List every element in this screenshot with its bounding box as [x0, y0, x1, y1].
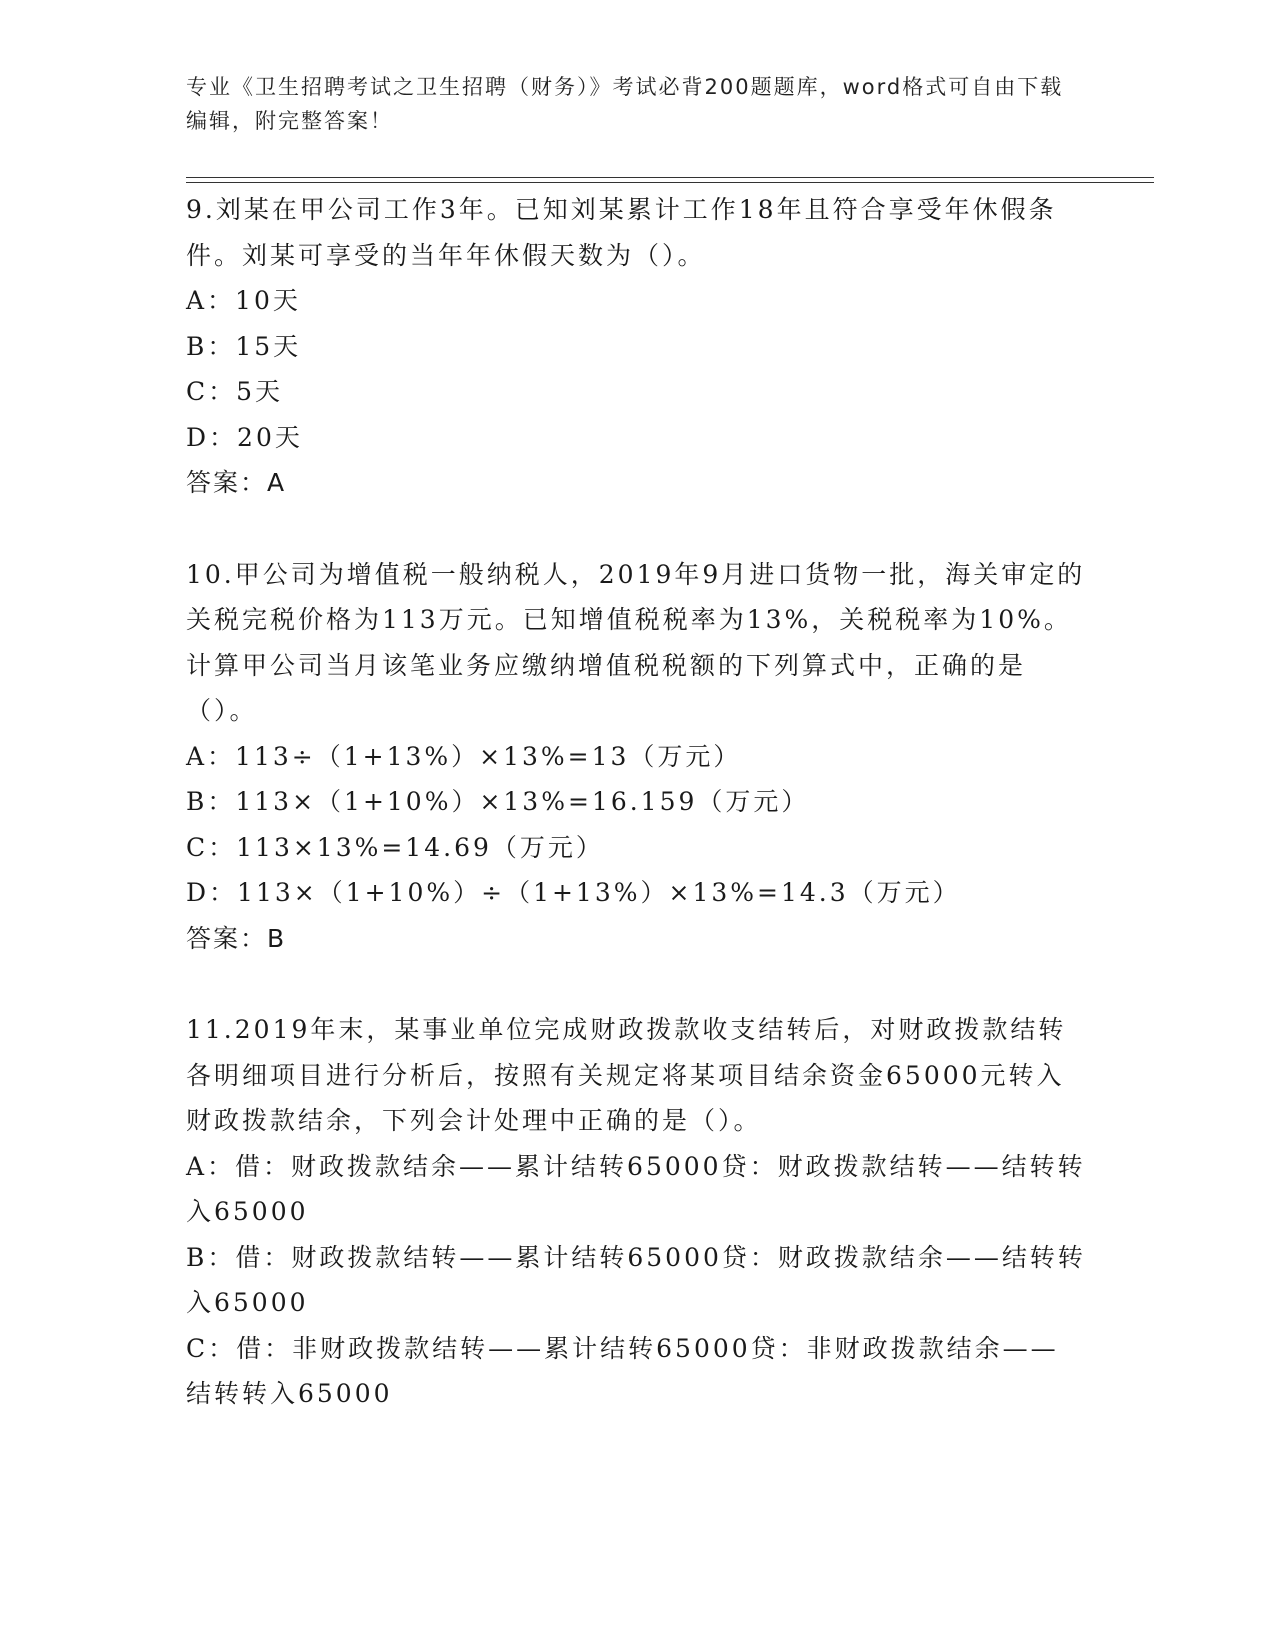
header-rule-top: [186, 177, 1154, 178]
question-9: [186, 187, 1086, 506]
option-b: B：113×（1+10%）×13%=16.159（万元）: [186, 787, 810, 816]
question-list: [186, 187, 1086, 1417]
option-a: A：10天: [186, 286, 301, 315]
option-b: B：借：财政拨款结转——累计结转65000贷：财政拨款结余——结转转入65000: [186, 1242, 1086, 1317]
option-c: C：5天: [186, 377, 284, 406]
question-11: [186, 1007, 1086, 1417]
option-a: A：113÷（1+13%）×13%=13（万元）: [186, 741, 742, 771]
answer-line: 答案：A: [186, 468, 287, 497]
header-rule-bottom: [186, 182, 1154, 183]
option-b: B：15天: [186, 331, 302, 361]
question-separator: [186, 506, 1086, 552]
option-c: C：113×13%=14.69（万元）: [186, 832, 604, 862]
question-stem: 10.甲公司为增值税一般纳税人，2019年9月进口货物一批，海关审定的关税完税价格为113万元。已知增值税税率为13%，关税税率为10%。计算甲公司当月该笔业务应缴纳增值税税额的下列算式中，正确的是（）。: [186, 559, 1086, 725]
question-10: [186, 552, 1086, 962]
question-stem: 11.2019年末，某事业单位完成财政拨款收支结转后，对财政拨款结转各明细项目进行分析后，按照有关规定将某项目结余资金65000元转入财政拨款结余，下列会计处理中正确的是（）。: [186, 1015, 1067, 1135]
option-d: D：20天: [186, 422, 303, 452]
document-header: 专业《卫生招聘考试之卫生招聘（财务）》考试必背200题题库，word格式可自由下载编辑，附完整答案！: [186, 75, 1064, 133]
question-stem: 9.刘某在甲公司工作3年。已知刘某累计工作18年且符合享受年休假条件。刘某可享受的当年年休假天数为（）。: [186, 195, 1057, 270]
answer-line: 答案：B: [186, 923, 287, 953]
option-a: A：借：财政拨款结余——累计结转65000贷：财政拨款结转——结转转入65000: [186, 1151, 1086, 1226]
option-c: C：借：非财政拨款结转——累计结转65000贷：非财政拨款结余——结转转入65000: [186, 1333, 1059, 1408]
option-d: D：113×（1+10%）÷（1+13%）×13%=14.3（万元）: [186, 878, 961, 907]
question-separator: [186, 961, 1086, 1007]
